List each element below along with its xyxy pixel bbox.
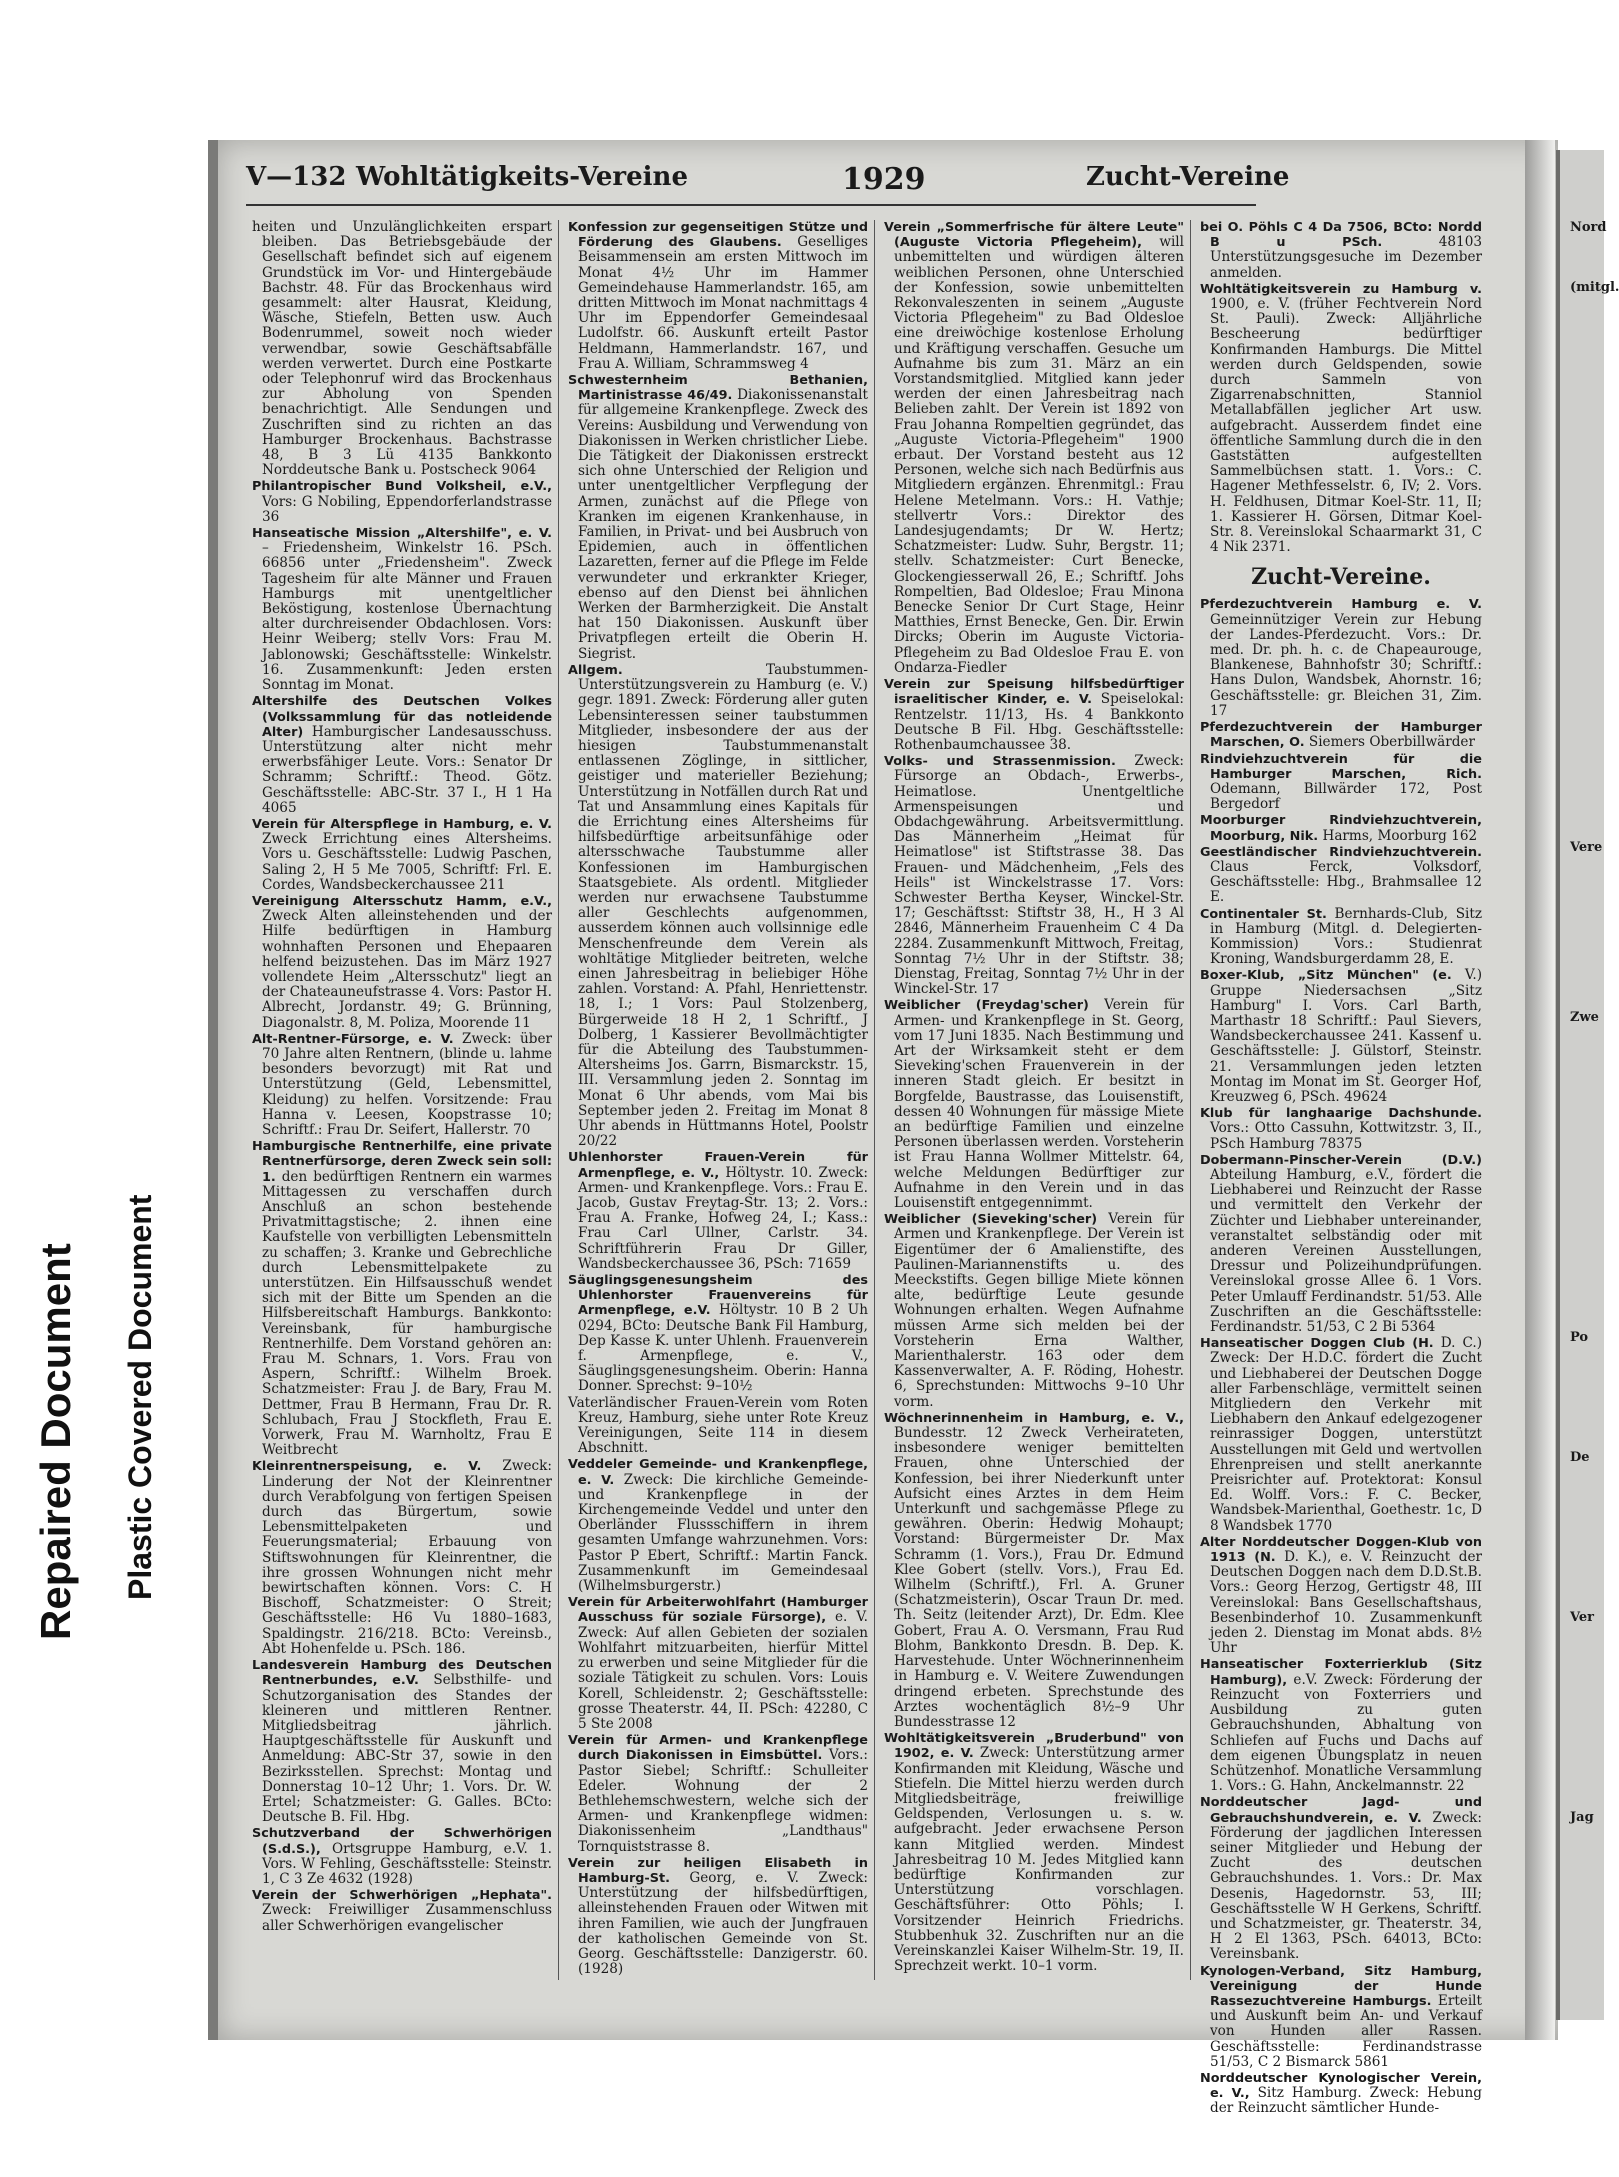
directory-entry: Konfession zur gegenseitigen Stütze und Förderung des Glaubens. Geselliges Beisammensein am ersten Mittwoch im Monat 4½ Uhr im Hammer Gemeindehause Hammerlandstr. 165, am dritten Mittwoch im Monat nachmittags 4 Uhr im Eppendorfer Gemeindesaal Ludolfstr. 66. Auskunft erteilt Pastor Heldmann, Hammerlandstr. 167, und Frau A. William, Schrammsweg 4 [568, 220, 868, 372]
directory-entry: Wohltätigkeitsverein „Bruderbund" von 1902, e. V. Zweck: Unterstützung armer Konfirmanden mit Kleidung, Wäsche und Stiefeln. Die Mittel hierzu werden durch Mitgliedsbeiträge, freiwillige Geldspenden, Verlosungen u. s. w. aufgebracht. Jeder erwachsene Person kann Mitglied werden. Mindest Jahresbeitrag 10 M. Jedes Mitglied kann bedürftige Konfirmanden zur Unterstützung vorschlagen. Geschäftsführer: Otto Pöhls; I. Vorsitzender Heinrich Friedrichs. Stubbenhuk 32. Zuschriften nur an die Vereinskanzlei Kaiser Wilhelm-Str. 19, II. Sprechzeit werkt. 10–1 vorm. [884, 1731, 1184, 1975]
directory-entry: Landesverein Hamburg des Deutschen Rentnerbundes, e.V. Selbsthilfe- und Schutzorganisation des Standes der kleineren und mittleren Rentner. Mitgliedsbeitrag jährlich. Hauptgeschäftsstelle für Auskunft und Anmeldung: ABC-Str 37, sowie in den Bezirksstellen. Sprechst: Montag und Donnerstag 10–12 Uhr; 1. Vors. Dr. W. Ertel; Schatzmeister: G. Galles. BCto: Deutsche B. Fil. Hbg. [252, 1658, 552, 1826]
directory-entry: Verein für Alterspflege in Hamburg, e. V. Zweck Errichtung eines Altersheims. Vors u. Geschäftsstelle: Ludwig Paschen, Saling 2, H 5 Me 7005, Schriftf: Frl. E. Cordes, Wandsbeckerchaussee 211 [252, 816, 552, 893]
page-gutter-shadow [1525, 140, 1555, 2040]
page-number: V—132 [246, 162, 347, 192]
directory-entry: Wöchnerinnenheim in Hamburg, e. V., Bundesstr. 12 Zweck Verheirateten, insbesondere weniger bemittelten Frauen, ohne Unterschied der Konfession, bei ihrer Niederkunft unter Aufsicht eines Arztes in dem Heim Unterkunft und sachgemässe Pflege zu gewähren. Oberin: Hedwig Mohaupt; Vorstand: Bürgermeister Dr. Max Schramm (1. Vors.), Frau Dr. Edmund Klee Gobert (stellv. Vors.), Frau Ed. Wilhelm (Schriftf.), Frl. A. Gruner (Schatzmeisterin), Oscar Traun Dr. med. Th. Seitz (leitender Arzt), Dr. Edm. Klee Gobert, Frau A. O. Versmann, Frau Rud Blohm, Bankkonto Dresdn. B. Dep. K. Harvestehude. Unter Wöchnerinnenheim in Hamburg e. V. Weitere Zuwendungen dringend erbeten. Sprechstunde des Arztes wochentäglich 8½–9 Uhr Bundesstrasse 12 [884, 1410, 1184, 1730]
directory-entry: Rindviehzuchtverein für die Hamburger Marschen, Rich. Odemann, Billwärder 172, Post Bergedorf [1200, 751, 1482, 813]
text-column-3 [884, 220, 1191, 1980]
directory-entry: Verein der Schwerhörigen „Hephata". Zweck: Freiwilliger Zusammenschluss aller Schwerhörigen evangelischer [252, 1888, 552, 1934]
directory-entry: heiten und Unzulänglichkeiten erspart bleiben. Das Betriebsgebäude der Gesellschaft befindet sich auf eigenem Grundstück im Vor- und Hintergebäude Bachstr. 48. Für das Brockenhaus wird gesammelt: alter Hausrat, Kleidung, Wäsche, Stiefeln, Betten usw. Auch Bodenrummel, soweit noch wieder verwendbar, sowie Geschäftsabfälle werden verwertet. Durch eine Postkarte oder Telephonruf wird das Brockenhaus zur Abholung von Spenden benachrichtigt. Alle Sendungen und Zuschriften sind zu richten an das Hamburger Brockenhaus. Bachstrasse 48, B 3 Lü 4135 Bankkonto Norddeutsche Bank u. Postscheck 9064 [252, 219, 552, 479]
directory-entry: Vereinigung Altersschutz Hamm, e.V., Zweck Alten alleinstehenden und der Hilfe bedürftigen in Hamburg wohnhaften Personen und Ehepaaren helfend beizustehen. Das im März 1927 vollendete Heim „Altersschutz" liegt an der Chateauneufstrasse 4. Vors: Pastor H. Albrecht, Jordanstr. 49; G. Brünning, Diagonalstr. 8, M. Poliza, Moorende 11 [252, 893, 552, 1031]
directory-entry: Uhlenhorster Frauen-Verein für Armenpflege, e. V., Höltystr. 10. Zweck: Armen- und Krankenpflege. Vors.: Frau E. Jacob, Gustav Freytag-Str. 13; 2. Vors.: Frau A. Franke, Hofweg 24, I.; Kass.: Frau Carl Ullner, Carlstr. 34. Schriftführerin Frau Dr Giller, Wandsbeckerchaussee 36, PSch: 71659 [568, 1150, 869, 1272]
directory-entry: Verein zur Speisung hilfsbedürftiger israelitischer Kinder, e. V. Speiselokal: Rentzelstr. 11/13, Hs. 4 Bankkonto Deutsche B Fil. Hbg. Geschäftsstelle: Rothenbaumchaussee 38. [884, 677, 1184, 753]
fragment-text: Zwe [1570, 1010, 1599, 1025]
text-column-1 [252, 220, 559, 1980]
adjacent-page-edge [1556, 150, 1619, 2020]
directory-entry: Dobermann-Pinscher-Verein (D.V.) Abteilung Hamburg, e.V., fördert die Liebhaberei und Reinzucht der Rasse und vermittelt den Verkehr der Züchter und Liebhaber untereinander, veranstaltet selbständig oder mit anderen Vereinen Ausstellungen, Dressur und Polizeihundprüfungen. Vereinslokal grosse Allee 6. 1 Vors. Peter Umlauff Ferdinandstr. 51/53. Alle Zuschriften an die Geschäftsstelle: Ferdinandstr. 51/53, C 2 Bi 5364 [1200, 1152, 1482, 1336]
directory-entry: Schwesternheim Bethanien, Martinistrasse 46/49. Diakonissenanstalt für allgemeine Krankenpflege. Zweck des Vereins: Ausbildung und Verwendung von Diakonissen in Werken christlicher Liebe. Die Tätigkeit der Diakonissen erstreckt sich ohne Unterschied der Religion und unter unentgeltlicher Verpflegung der Armen, zunächst auf die Pflege von Kranken im eigenen Krankenhause, in Familien, in Privat- und bei Ausbruch von Epidemien, auch in öffentlichen Lazaretten, ferner auf die Pflege im Felde verwundeter und erkrankter Krieger, ebenso auf den Dienst bei ähnlichen Werken der Barmherzigkeit. Die Anstalt hat 150 Diakonissen. Auskunft über Privatpflegen erteilt die Oberin H. Siegrist. [568, 373, 868, 662]
directory-entry: Weiblicher (Sieveking'scher) Verein für Armen und Krankenpflege. Der Verein ist Eigentümer der 6 Amalienstifte, des Paulinen-Mariannenstifts u. des Meeckstifts. Gegen billige Miete können alte, bedürftige Leute gesunde Wohnungen erhalten. Wegen Aufnahme müssen Arme sich melden bei der Vorsteherin Erna Walther, Marienthalerstr. 163 oder dem Kassenverwalter, A. F. Röding, Hohestr. 6, Sprechstunden: Mittwochs 9–10 Uhr vorm. [884, 1211, 1184, 1410]
directory-entry: Continentaler St. Bernhards-Club, Sitz in Hamburg (Mitgl. d. Delegierten-Kommission) Vors.: Studienrat Kroning, Wandsburgerdamm 28, E. [1200, 905, 1482, 968]
directory-entry: Schutzverband der Schwerhörigen (S.d.S.), Ortsgruppe Hamburg, e.V. 1. Vors. W Fehling, Geschäftsstelle: Steinstr. 1, C 3 Ze 4632 (1928) [252, 1826, 552, 1887]
directory-entry: Hanseatischer Doggen Club (H. D. C.) Zweck: Der H.D.C. fördert die Zucht und Liebhaberei der Deutschen Dogge aller Farbenschläge, vermittelt seinen Mitgliedern den Verkehr mit Liebhabern den Ankauf edelgezogener reinrassiger Doggen, unterstützt Ausstellungen mit Geld und wertvollen Ehrenpreisen und stellt anerkannte Preisrichter auf. Protektorat: Konsul Ed. Wolff. Vors.: F. C. Becker, Wandsbek-Marienthal, Goethestr. 1c, D 8 Wandsbek 1770 [1200, 1335, 1482, 1534]
directory-entry: Norddeutscher Kynologischer Verein, e. V., Sitz Hamburg. Zweck: Hebung der Reinzucht sämtlicher Hunde- [1200, 2070, 1482, 2117]
section-heading: Zucht-Vereine. [1251, 564, 1431, 591]
directory-entry: bei O. Pöhls C 4 Da 7506, BCto: Nordd B u PSch. 48103 Unterstützungsgesuche im Dezember anmelden. [1200, 220, 1482, 281]
archive-stamp-area [0, 0, 200, 2177]
directory-entry: Klub für langhaarige Dachshunde. Vors.: Otto Cassuhn, Kottwitzstr. 3, II., PSch Hamburg 78375 [1200, 1106, 1482, 1152]
directory-entry: Volks- und Strassenmission. Zweck: Fürsorge an Obdach-, Erwerbs-, Heimatlose. Unentgeltliche Armenspeisungen und Obdachgewährung. Arbeitsvermittlung. Das Männerheim „Heimat für Heimatlose" ist Stiftstrasse 38. Das Frauen- und Mädchenheim, „Fels des Heils" ist Winckelstrasse 17. Vors: Schwester Bertha Keyser, Winckel-Str. 17; Geschäftsst: Stiftstr 38, H., H 3 Al 2846, Männerheim Frauenheim C 4 Da 2284. Zusammenkunft Mittwoch, Freitag, Sonntag 7½ Uhr in der Stiftstr. 38; Dienstag, Freitag, Sonntag 7½ Uhr in der Winckel-Str. 17 [884, 753, 1184, 998]
directory-entry: Norddeutscher Jagd- und Gebrauchshundverein, e. V. Zweck: Förderung der jagdlichen Interessen seiner Mitglieder und Hebung der Zucht des deutschen Gebrauchshundes. 1. Vors.: Dr. Max Desenis, Hagedornstr. 53, III; Geschäftsstelle W H Gerkens, Schriftf. und Schatzmeister, gr. Theaterstr. 34, H 2 El 1363, PSch. 64013, BCto: Vereinsbank. [1200, 1795, 1482, 1963]
directory-entry: Alter Norddeutscher Doggen-Klub von 1913 (N. D. K.), e. V. Reinzucht der Deutschen Doggen nach dem D.D.St.B. Vors.: Georg Herzog, Gertigstr 48, III Vereinslokal: Bans Gesellschaftshaus, Besenbinderhof 10. Zusammenkunft jeden 2. Dienstag im Monat abds. 8½ Uhr [1200, 1534, 1482, 1657]
fragment-text: Po [1570, 1330, 1589, 1345]
directory-entry: Hamburgische Rentnerhilfe, eine private Rentnerfürsorge, deren Zweck sein soll: 1. den bedürftigen Rentnern ein warmes Mittagessen zu verschaffen durch Anschluß an schon bestehende Privatmittagstische; 2. ihnen eine Kaufstelle von verbilligten Lebensmitteln zu schaffen; 3. Kranke und Gebrechliche durch Lebensmittelpakete zu unterstützen. Ein Hilfsausschuß wendet sich mit der Bitte um Spenden an die Hilfsbereitschaft Hamburgs. Bankkonto: Vereinsbank, für hamburgische Rentnerhilfe. Dem Vorstand gehören an: Frau M. Schnars, 1. Vors. Frau von Aspern, Schriftf.: Wilhelm Broek. Schatzmeister: Frau J. de Bary, Frau M. Dettmer, Frau B Hermann, Frau Dr. R. Schlubach, Frau J Stockfleth, Frau E. Vorwerk, Frau M. Warnholtz, Frau E Weitbrecht [252, 1139, 552, 1459]
directory-entry: Säuglingsgenesungsheim des Uhlenhorster Frauenvereins für Armenpflege, e.V. Höltystr. 10 B 2 Uh 0294, BCto: Deutsche Bank Fil Hamburg, Dep Kasse K. unter Uhlenh. Frauenverein f. Armenpflege, e. V., Säuglingsgenesungsheim. Oberin: Hanna Donner. Sprechst: 9–10½ [568, 1273, 868, 1395]
directory-entry: Altershilfe des Deutschen Volkes (Volkssammlung für das notleidende Alter) Hamburgischer Landesausschuss. Unterstützung alter nicht mehr erwerbsfähiger Leute. Vors.: Senator Dr Schramm; Schriftf.: Theod. Götz. Geschäftsstelle: ABC-Str. 37 I., H 1 Ha 4065 [252, 694, 552, 816]
directory-entry: Allgem. Taubstummen-Unterstützungsverein zu Hamburg (e. V.) gegr. 1891. Zweck: Förderung aller guten Lebensinteressen seiner taubstummen Mitglieder, insbesondere der aus der hiesigen Taubstummenanstalt entlassenen Zöglinge, in sittlicher, geistiger und materieller Beziehung; Unterstützung in Notfällen durch Rat und Tat und Ansammlung eines Kapitals für die Errichtung eines Altersheims für hilfsbedürftige arbeitsunfähige oder altersschwache Taubstumme aller Konfessionen im Hamburgischen Staatsgebiete. Als ordentl. Mitglieder werden nur erwachsene Taubstumme aller Geschlechts aufgenommen, ausserdem können auch vollsinnige edle Menschenfreunde dem Verein als wohltätige Mitglieder beitreten, welche einen Jahresbeitrag in beliebiger Höhe zahlen. Vorstand: A. Pfahl, Henriettenstr. 18, I.; 1 Vors: Paul Stolzenberg, Bürgerweide 18 H 2, 1 Schriftf., J Dolberg, 1 Kassierer Bevollmächtigter für die Abteilung des Taubstummen-Altersheims Jos. Garrn, Bismarckstr. 15, III. Versammlung jeden 2. Sonntag im Monat 6 Uhr abends, vom Mai bis September jeden 2. Freitag im Monat 8 Uhr abends in Hüttmanns Hotel, Poolstr 20/22 [568, 661, 868, 1150]
directory-entry: Pferdezuchtverein der Hamburger Marschen, O. Siemers Oberbillwärder [1200, 720, 1482, 751]
directory-entry: Kynologen-Verband, Sitz Hamburg, Vereinigung der Hunde Rassezuchtvereine Hamburgs. Erteilt und Auskunft beim An- und Verkauf von Hunden aller Rassen. Geschäftsstelle: Ferdinandstrasse 51/53, C 2 Bismarck 5861 [1200, 1963, 1482, 2070]
plastic-covered-label: Plastic Covered Document [122, 1194, 158, 1600]
section-title: Wohltätigkeits-Vereine [356, 162, 688, 192]
year: 1929 [842, 162, 926, 197]
directory-entry: Wohltätigkeitsverein zu Hamburg v. 1900, e. V. (früher Fechtverein Nord St. Pauli). Zweck: Alljährliche Bescheerung bedürftiger Konfirmanden Hamburgs. Die Mittel werden durch Geldspenden, sowie durch Sammeln von Zigarrenabschnitten, Stanniol Metallabfällen jeglicher Art usw. aufgebracht. Ausserdem findet eine öffentliche Sammlung durch die in den Gaststätten aufgestellten Sammelbüchsen statt. 1. Vors.: C. Hagener Methfesselstr. 6, IV; 2. Vors. H. Feldhusen, Ditmar Koel-Str. 11, II; 1. Kassierer H. Görsen, Ditmar Koel-Str. 8. Vereinslokal Schaarmarkt 31, C 4 Nik 2371. [1200, 281, 1482, 556]
directory-entry: Verein für Arbeiterwohlfahrt (Hamburger Ausschuss für soziale Fürsorge), e. V. Zweck: Auf allen Gebieten der sozialen Wohlfahrt mitzuarbeiten, hierfür Mittel zu erwerben und seine Mitglieder für die soziale Tätigkeit zu schulen. Vors: Louis Korell, Schleidenstr. 2; Geschäftsstelle: grosse Theaterstr. 44, II. PSch: 42280, C 5 Ste 2008 [568, 1595, 868, 1732]
directory-entry: Vaterländischer Frauen-Verein vom Roten Kreuz, Hamburg, siehe unter Rote Kreuz Vereinigungen, Seite 114 in diesem Abschnitt. [568, 1394, 868, 1457]
directory-entry: Hanseatische Mission „Altershilfe", e. V. – Friedensheim, Winkelstr 16. PSch. 66856 unter „Friedensheim". Zweck Tagesheim für alte Männer und Frauen Hamburgs mit unentgeltlicher Beköstigung, kostenlose Übernachtung alter durchreisender Obdachlosen. Vors: Heinr Weiberg; stellv Vors: Frau M. Jablonowski; Geschäftsstelle: Winkelstr. 16. Zusammenkunft: Jeden ersten Sonntag im Monat. [252, 526, 552, 694]
fragment-text: Jag [1570, 1810, 1594, 1825]
running-header [246, 158, 1290, 206]
scanned-page [208, 140, 1558, 2117]
directory-entry: Hanseatischer Foxterrierklub (Sitz Hamburg), e.V. Zweck: Förderung der Reinzucht von Foxterriers und Ausbildung zu guten Gebrauchshunden, Abhaltung von Schliefen auf Fuchs und Dachs auf dem eigenen Übungsplatz in neuen Schützenhof. Monatliche Versammlung 1. Vors.: G. Hahn, Anckelmannstr. 22 [1200, 1657, 1482, 1795]
directory-entry: Verein für Armen- und Krankenpflege durch Diakonissen in Eimsbüttel. Vors.: Pastor Siebel; Schriftf.: Schulleiter Edeler. Wohnung der 2 Bethlehemschwestern, welche sich der Armen- und Krankenpflege widmen: Diakonissenheim „Landthaus" Tornquiststrasse 8. [568, 1733, 868, 1855]
directory-entry: Alt-Rentner-Fürsorge, e. V. Zweck: über 70 Jahre alten Rentnern, (blinde u. lahme besonders bevorzugt) mit Rat und Unterstützung (Geld, Lebensmittel, Kleidung) zu helfen. Vorsitzende: Frau Hanna v. Leesen, Koopstrasse 10; Schriftf.: Frau Dr. Seifert, Hallerstr. 70 [252, 1030, 553, 1138]
fragment-text: (mitgl. [1570, 280, 1619, 295]
directory-entry: Boxer-Klub, „Sitz München" (e. V.) Gruppe Niedersachsen „Sitz Hamburg" I. Vors. Carl Barth, Marthastr 18 Schriftf.: Paul Sievers, Wandsbeckerchaussee 241. Kassenf u. Geschäftsstelle: J. Gülstorf, Steinstr. 21. Versammlungen jeden letzten Montag im Monat im St. Georger Hof, Kreuzweg 6, PSch. 49624 [1200, 967, 1482, 1105]
directory-entry: Geestländischer Rindviehzuchtverein. Claus Ferck, Volksdorf, Geschäftsstelle: Hbg., Brahmsallee 12 E. [1200, 844, 1482, 906]
directory-entry: Verein „Sommerfrische für ältere Leute" (Auguste Victoria Pflegeheim), will unbemittelten und würdigen älteren weiblichen Personen, ohne Unterschied der Konfession, sowie unbemittelten Rekonvaleszenten in seinem „Auguste Victoria Pflegeheim" zu Bad Oldesloe eine dreiwöchige kostenlose Erholung und Kräftigung verschaffen. Gesuche um Aufnahme bis zum 31. März an ein Vorstandsmitglied. Mitglied kann jeder werden der einen Jahresbeitrag nach Belieben zahlt. Der Verein ist 1892 von Frau Johanna Rompeltien gegründet, das „Auguste Victoria-Pflegeheim" 1900 erbaut. Der Vorstand besteht aus 12 Personen, welche sich nach Bedürfnis aus Mitgliedern ergänzen. Ehrenmitgl.: Frau Helene Metelmann. Vors.: H. Vathje; stellvertr Vors.: Direktor des Landesjugendamts; Dr W. Hertz; Schatzmeister: Ludw. Suhr, Bergstr. 11; stellv. Schatzmeister: Curt Benecke, Glockengiesserwall 26, E.; Schriftf. Johs Rompeltien, Bad Oldesloe; Frau Minona Benecke Senior Dr Curt Stage, Heinr Matthies, Ernst Benecke, Gen. Dir. Erwin Dircks; Oberin im Auguste Victoria-Pflegeheim zu Bad Oldesloe Frau E. von Ondarza-Fiedler [884, 220, 1185, 676]
directory-entry: Philantropischer Bund Volksheil, e.V., Vors: G Nobiling, Eppendorferlandstrasse 36 [252, 479, 552, 525]
directory-entry: Pferdezuchtverein Hamburg e. V. Gemeinnütziger Verein zur Hebung der Landes-Pferdezucht. Vors.: Dr. med. Dr. ph. h. c. de Chapeaurouge, Blankenese, Bahnhofstr 30; Schriftf.: Hans Dulon, Wandsbek, Ahornstr. 16; Geschäftsstelle: gr. Bleichen 31, Zim. 17 [1200, 597, 1482, 719]
directory-entry: Weiblicher (Freydag'scher) Verein für Armen- und Krankenpflege in St. Georg, vom 17 Juni 1835. Nach Bestimmung und Art der Wirksamkeit steht er dem Sieveking'schen Frauenverein in der inneren Stadt gleich. Er besitzt in Borgfelde, Baustrasse, das Louisenstift, dessen 40 Wohnungen für mässige Miete an bedürftige Familien und einzelne Personen überlassen werden. Vorsteherin ist Frau Hanna Wollmer Mittelstr. 64, welche Meldungen Bedürftiger zur Aufnahme in den Verein und in das Louisenstift entgegennimmt. [884, 997, 1184, 1211]
fragment-text: Nord [1570, 220, 1607, 235]
directory-entry: Kleinrentnerspeisung, e. V. Zweck: Linderung der Not der Kleinrentner durch Verabfolgung von fertigen Speisen durch das Bürgertum, sowie Lebensmittelpaketen und Feuerungsmaterial; Erbauung von Stiftswohnungen für Kleinrentner, die ihre grossen Wohnungen nicht mehr bewirtschaften können. Vors: C. H Bischoff, Schatzmeister: O Streit; Geschäftsstelle: H6 Vu 1880–1683, Spaldingstr. 216/218. BCto: Vereinsb., Abt Hohenfelde u. PSch. 186. [252, 1458, 552, 1657]
fragment-text: Vere [1570, 840, 1603, 855]
directory-entry: Veddeler Gemeinde- und Krankenpflege, e. V. Zweck: Die kirchliche Gemeinde- und Krankenpflege in der Kirchengemeinde Veddel und unter den Oberländer Flussschiffern in ihrem gesamten Umfange wahrzunehmen. Vors: Pastor P Ebert, Schriftf.: Martin Fanck. Zusammenkunft im Gemeindesaal (Wilhelmsburgerstr.) [568, 1457, 868, 1595]
fragment-text: De [1570, 1450, 1590, 1465]
repaired-document-label: Repaired Document [32, 1243, 79, 1640]
directory-entry: Moorburger Rindviehzuchtverein, Moorburg, Nik. Harms, Moorburg 162 [1200, 813, 1482, 844]
directory-entry: Verein zur heiligen Elisabeth in Hamburg-St. Georg, e. V. Zweck: Unterstützung der hilfsbedürftigen, alleinstehenden Frauen oder Witwen mit ihren Familien, wie auch der Jungfrauen der katholischen Gemeinde von St. Georg. Geschäftsstelle: Danzigerstr. 60. (1928) [568, 1855, 868, 1978]
section-title-right: Zucht-Vereine [1086, 162, 1290, 192]
text-column-4 [1200, 220, 1482, 2117]
text-column-2 [568, 220, 875, 1980]
fragment-text: Ver [1570, 1610, 1595, 1625]
